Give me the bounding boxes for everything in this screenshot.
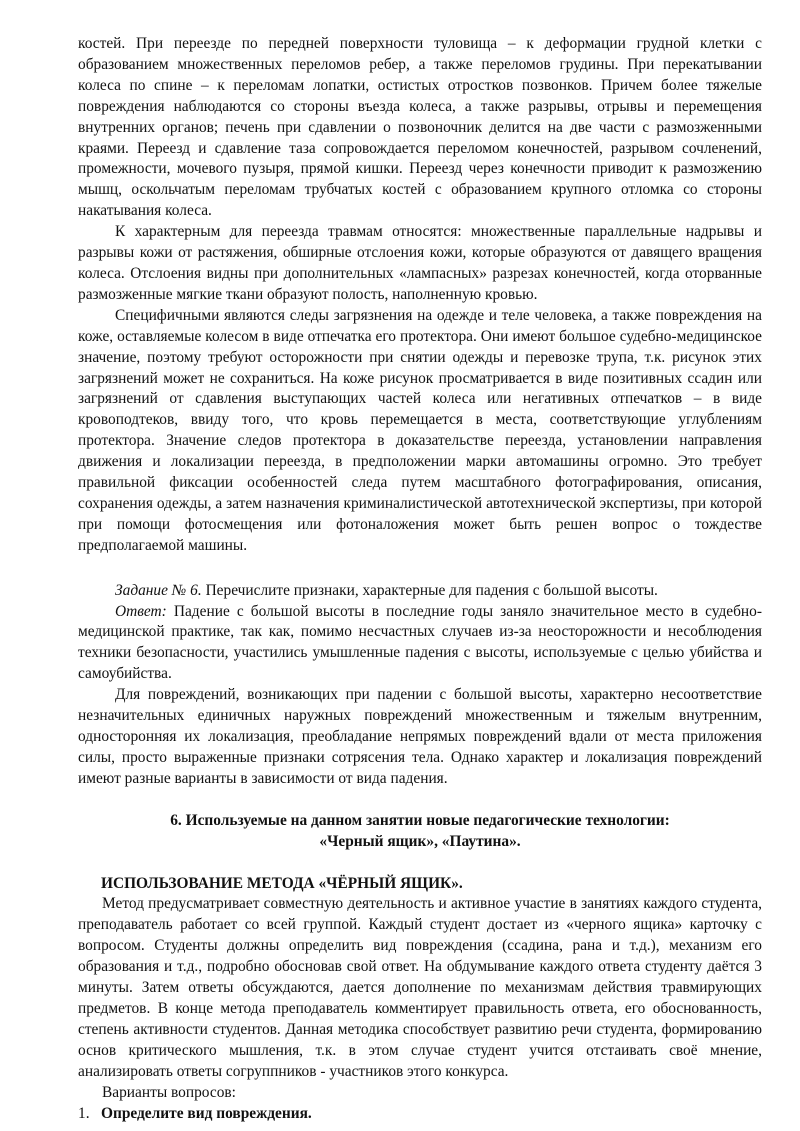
section-title-line1: 6. Используемые на данном занятии новые педагогические технологии: — [170, 811, 670, 829]
list-item-number: 1. — [78, 1104, 90, 1122]
document-page — [78, 34, 762, 1124]
spacer — [78, 557, 762, 581]
task-6 — [78, 581, 762, 602]
variants-label: Варианты вопросов: — [102, 1083, 236, 1101]
paragraph-tread-marks: Специфичными являются следы загрязнения на одежде и теле человека, а также повреждения на коже, оставляемые колесом в виде отпечатка его протектора. Они имеют большое судебно-медицинское значение, поэтому требуют осторожности при снятии одежды и перевозке трупа, т.к. рисунок этих загрязнений может не сохраниться. На коже рисунок просматривается в виде позитивных ссадин или загрязнений от сдавления выступающих частей колеса или негативных отпечатков – в виде кровоподтеков, ввиду того, что кровь перемещается в места, соответствующие углублениям протектора. Значение следов протектора в доказательстве переезда, установлении направления движения и локализации переезда, в предположении марки автомашины огромно. Это требует правильной фиксации особенностей следа путем масштабного фотографирования, описания, сохранения одежды, а затем назначения криминалистической автотехнической экспертизы, при которой при помощи фотосмещения или фотоналожения может быть решен вопрос о тождестве предполагаемой машины. — [78, 306, 762, 554]
spacer — [78, 853, 762, 874]
answer-text: Падение с большой высоты в последние годы заняло значительное место в судебно-медицинской практике, так как, помимо несчастных случаев из-за неосторожности и несоблюдения техники безопасности, участились умышленные падения с высоты, используемые с целью убийства и самоубийства. — [78, 602, 762, 683]
list-item-text: Определите вид повреждения. — [101, 1104, 312, 1122]
paragraph-wheel-injuries: костей. При переезде по передней поверхности туловища – к деформации грудной клетки с образованием множественных переломов ребер, а также переломов грудины. При перекатывании колеса по спине – к переломам лопатки, остистых отростков позвонков. Причем более тяжелые повреждения наблюдаются со стороны въезда колеса, а также разрывы, отрывы и перемещения внутренних органов; печень при сдавлении о позвоночник делится на две части с размозженными краями. Переезд и сдавление таза сопровождается переломом конечностей, разрывом сочленений, промежности, мочевого пузыря, прямой кишки. Переезд через конечности приводит к размозжению мышц, оскольчатым переломам трубчатых костей с образованием крупного отломка со стороны накатывания колеса. — [78, 35, 762, 220]
task-text: Перечислите признаки, характерные для падения с большой высоты. — [201, 581, 658, 599]
method-description: Метод предусматривает совместную деятельность и активное участие в занятиях каждого студента, преподаватель работает со всей группой. Каждый студент достает из «черного ящика» карточку с вопросом. Студенты должны определить вид повреждения (ссадина, рана и т.д.), механизм его образования и т.д., подробно обосновав свой ответ. На обдумывание каждого ответа студенту даётся 3 минуты. Затем ответы обсуждаются, дается дополнение по механизмам действия травмирующих предметов. В конце метода преподаватель комментирует правильность ответа, его обоснованность, степень активности студентов. Данная методика способствует развитию речи студента, формированию основ критического мышления, т.к. в этом случае студент учится отстаивать своё мнение, анализировать ответы согруппников - участников этого конкурса. — [78, 895, 762, 1080]
method-heading: ИСПОЛЬЗОВАНИЕ МЕТОДА «ЧЁРНЫЙ ЯЩИК». — [101, 874, 463, 892]
section-title-line2: «Черный ящик», «Паутина». — [319, 832, 521, 850]
paragraph-characteristic-injuries: К характерным для переезда травмам относятся: множественные параллельные надрывы и разрывы кожи от растяжения, обширные отслоения кожи, которые образуются от давящего вращения колеса. Отслоения видны при дополнительных «лампасных» разрезах конечностей, когда оторванные размозженные мягкие ткани образуют полость, наполненную кровью. — [78, 223, 762, 303]
answer-paragraph-2: Для повреждений, возникающих при падении с большой высоты, характерно несоответствие незначительных единичных наружных повреждений множественным и тяжелым внутренним, односторонняя их локализация, преобладание непрямых повреждений вдали от места приложения силы, просто выраженные признаки сотрясения тела. Однако характер и локализация повреждений имеют разные варианты в зависимости от вида падения. — [78, 686, 762, 787]
section-title — [78, 811, 762, 853]
answer-label: Ответ: — [115, 602, 167, 620]
task-label: Задание № 6. — [115, 581, 202, 599]
list-item — [78, 1104, 762, 1125]
spacer — [78, 790, 762, 811]
answer-paragraph — [78, 602, 762, 686]
